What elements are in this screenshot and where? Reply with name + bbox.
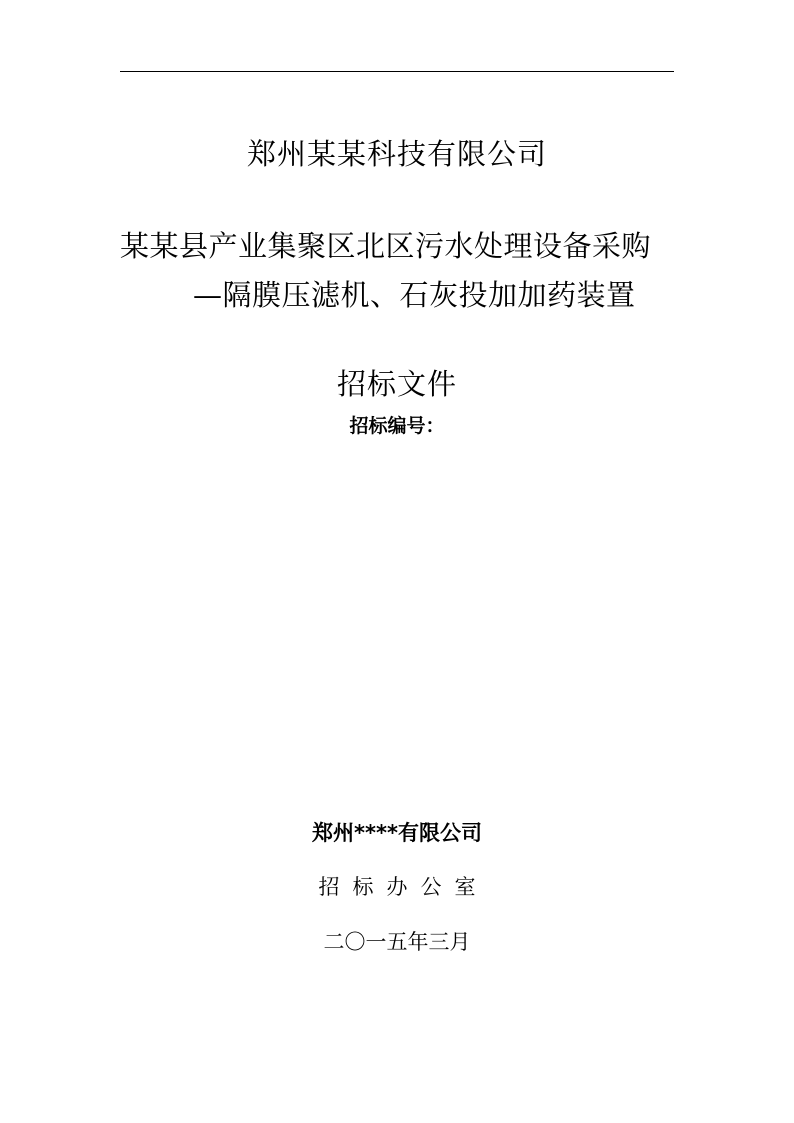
project-title-line-1: 某某县产业集聚区北区污水处理设备采购 <box>120 229 652 263</box>
company-name-heading: 郑州某某科技有限公司 <box>246 137 547 171</box>
project-title-line-2: —隔膜压滤机、石灰投加加药装置 <box>193 278 636 312</box>
tender-number-label: 招标编号： <box>349 415 445 437</box>
document-title: 招标文件 <box>336 367 457 401</box>
issue-date: 二〇一五年三月 <box>323 930 471 954</box>
issuer-company-name: 郑州****有限公司 <box>312 821 482 845</box>
tender-office-name: 招标办公室 <box>318 875 489 899</box>
header-rule <box>120 71 674 72</box>
